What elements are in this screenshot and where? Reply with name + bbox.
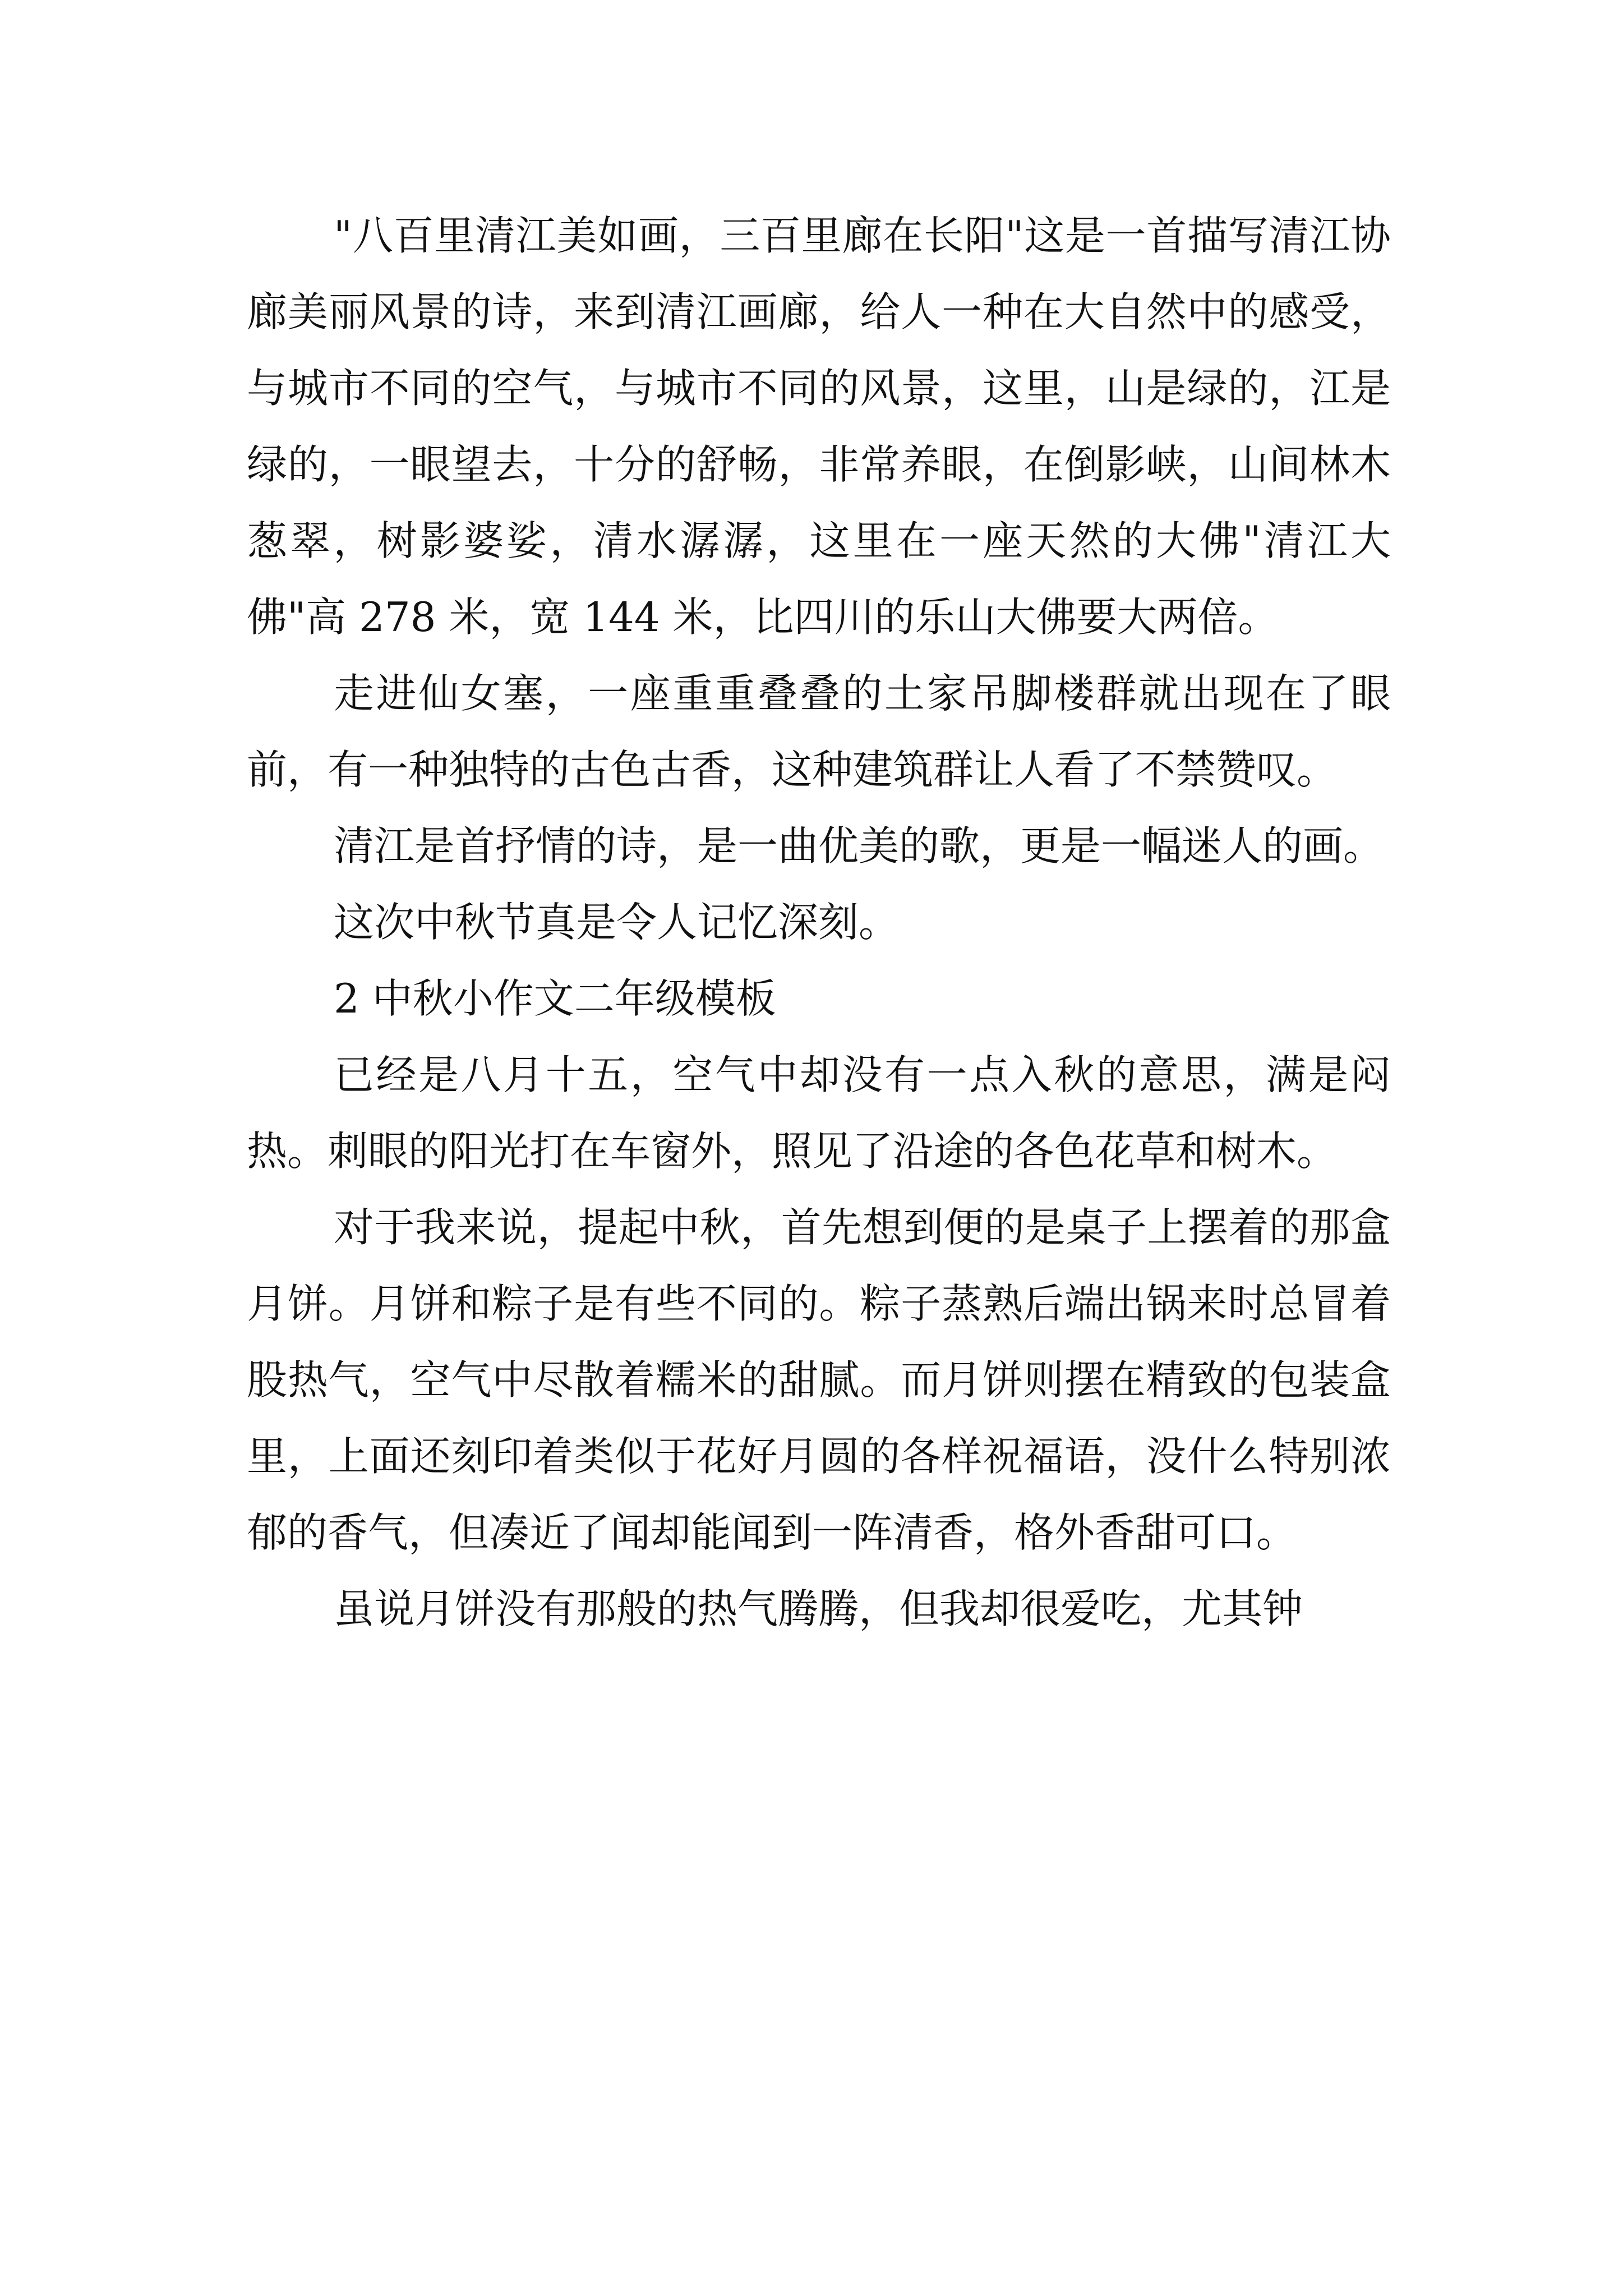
paragraph-memorable-festival: 这次中秋节真是令人记忆深刻。 (334, 899, 900, 946)
paragraph-fairy-village: 走进仙女塞，一座重重叠叠的土家吊脚楼群就出现在了眼前，有一种独特的古色古香，这种建筑群让人看了不禁赞叹。 (247, 670, 1391, 793)
section-heading: 2 中秋小作文二年级模板 (334, 975, 776, 1022)
paragraph-qingjiang-poem: 清江是首抒情的诗，是一曲优美的歌，更是一幅迷人的画。 (334, 822, 1384, 869)
paragraph-love-mooncakes: 虽说月饼没有那般的热气腾腾，但我却很爱吃，尤其钟 (334, 1585, 1303, 1632)
paragraph-mooncakes: 对于我来说，提起中秋，首先想到便的是桌子上摆着的那盒月饼。月饼和粽子是有些不同的。粽子蒸熟后端出锅来时总冒着股热气，空气中尽散着糯米的甜腻。而月饼则摆在精致的包装盒里，上面还刻印着类似于花好月圆的各样祝福语，没什么特别浓郁的香气，但凑近了闻却能闻到一阵清香，格外香甜可口。 (247, 1204, 1391, 1556)
paragraph-qingjiang-gallery: "八百里清江美如画，三百里廊在长阳"这是一首描写清江协廊美丽风景的诗，来到清江画廊，给人一种在大自然中的感受，与城市不同的空气，与城市不同的风景，这里，山是绿的，江是绿的，一眼望去，十分的舒畅，非常养眼，在倒影峡，山间林木葱翠，树影婆娑，清水潺潺，这里在一座天然的大佛"清江大佛"高 278 米，宽 144 米，比四川的乐山大佛要大两倍。 (247, 212, 1391, 641)
paragraph-august-fifteenth: 已经是八月十五，空气中却没有一点入秋的意思，满是闷热。刺眼的阳光打在车窗外，照见了沿途的各色花草和树木。 (247, 1051, 1391, 1175)
document-body (247, 197, 1391, 1647)
